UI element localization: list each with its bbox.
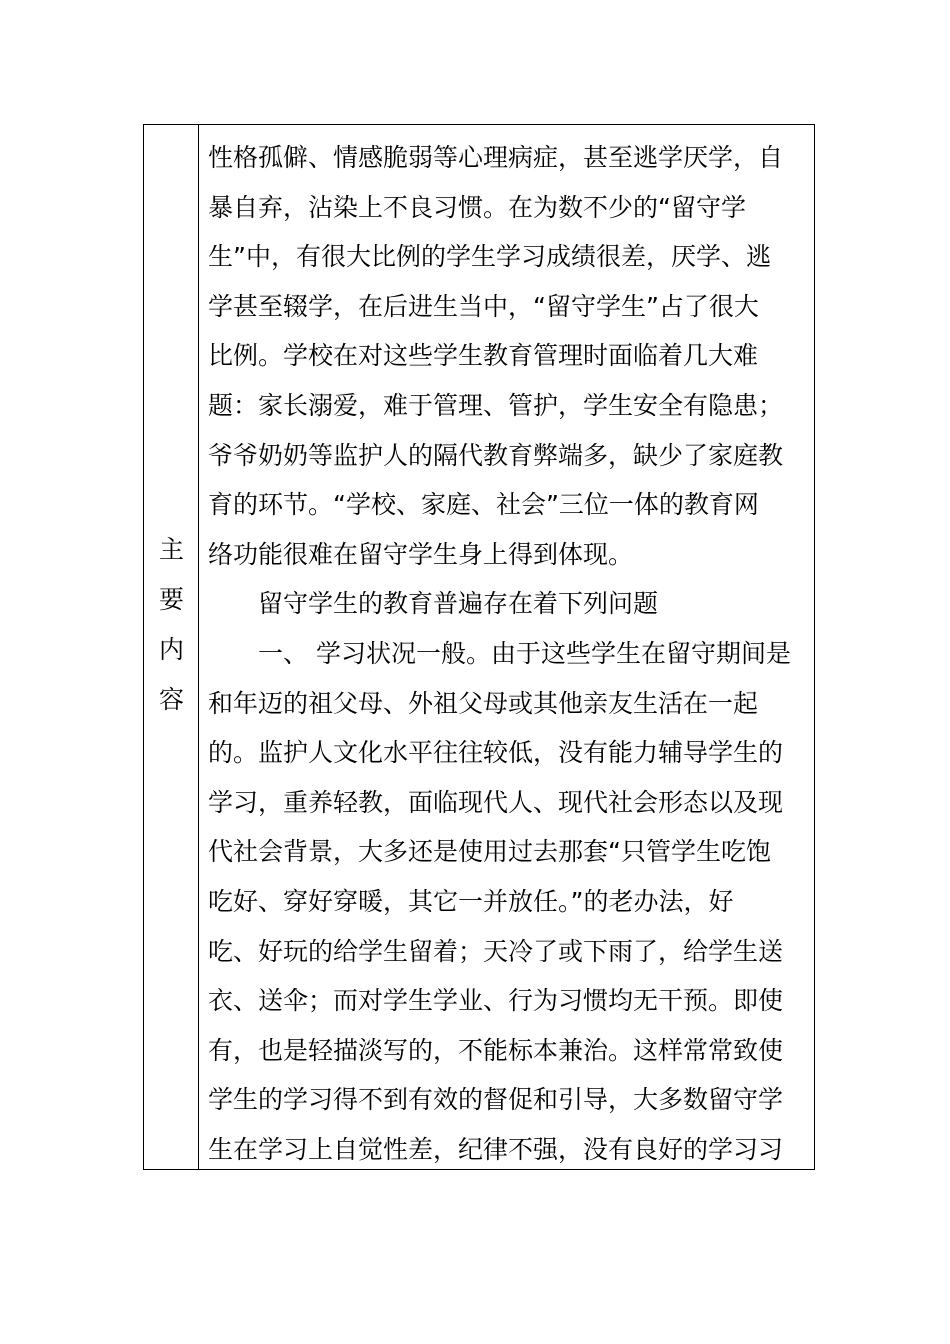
section-label-cell [144, 125, 199, 1169]
section-label-char: 要 [158, 585, 184, 614]
paragraph-line: 络功能很难在留守学生身上得到体现。 [208, 539, 634, 569]
paragraph-line: 代社会背景，大多还是使用过去那套“只管学生吃饱 [208, 837, 771, 867]
paragraph-line: 和年迈的祖父母、外祖父母或其他亲友生活在一起 [208, 688, 759, 718]
paragraph-line: 一、 学习状况一般。由于这些学生在留守期间是 [258, 638, 791, 668]
section-label-char: 内 [158, 635, 184, 664]
section-label-char: 主 [158, 535, 184, 564]
paragraph-line: 有，也是轻描淡写的，不能标本兼治。这样常常致使 [208, 1035, 784, 1065]
paragraph-line: 生在学习上自觉性差，纪律不强，没有良好的学习习 [208, 1134, 784, 1164]
paragraph-line: 性格孤僻、情感脆弱等心理病症，甚至逃学厌学，自 [208, 143, 784, 172]
paragraph-line: 衣、送伞；而对学生学业、行为习惯均无干预。即使 [208, 986, 784, 1016]
paragraph-line: 生”中，有很大比例的学生学习成绩很差，厌学、逃 [208, 242, 771, 272]
paragraph-line: 吃好、穿好穿暖，其它一并放任。”的老办法，好 [208, 886, 734, 916]
content-text-cell [208, 133, 808, 1174]
paragraph-line: 学甚至辍学，在后进生当中，“留守学生”占了很大 [208, 291, 759, 321]
paragraph-line: 的。监护人文化水平往往较低，没有能力辅导学生的 [208, 738, 784, 768]
paragraph-line: 暴自弃，沾染上不良习惯。在为数不少的“留守学 [208, 192, 746, 222]
paragraph-line: 吃、好玩的给学生留着；天冷了或下雨了，给学生送 [208, 936, 784, 966]
paragraph-line: 学习，重养轻教，面临现代人、现代社会形态以及现 [208, 787, 784, 817]
content-table [143, 124, 815, 1170]
section-label-char: 容 [158, 685, 184, 714]
paragraph-line: 比例。学校在对这些学生教育管理时面临着几大难 [208, 341, 759, 371]
paragraph-line: 育的环节。“学校、家庭、社会”三位一体的教育网 [208, 490, 759, 520]
paragraph-line: 学生的学习得不到有效的督促和引导，大多数留守学 [208, 1085, 784, 1115]
paragraph-line: 题：家长溺爱，难于管理、管护，学生安全有隐患； [208, 390, 784, 420]
paragraph-line: 留守学生的教育普遍存在着下列问题 [258, 589, 659, 619]
paragraph-line: 爷爷奶奶等监护人的隔代教育弊端多，缺少了家庭教 [208, 440, 784, 470]
